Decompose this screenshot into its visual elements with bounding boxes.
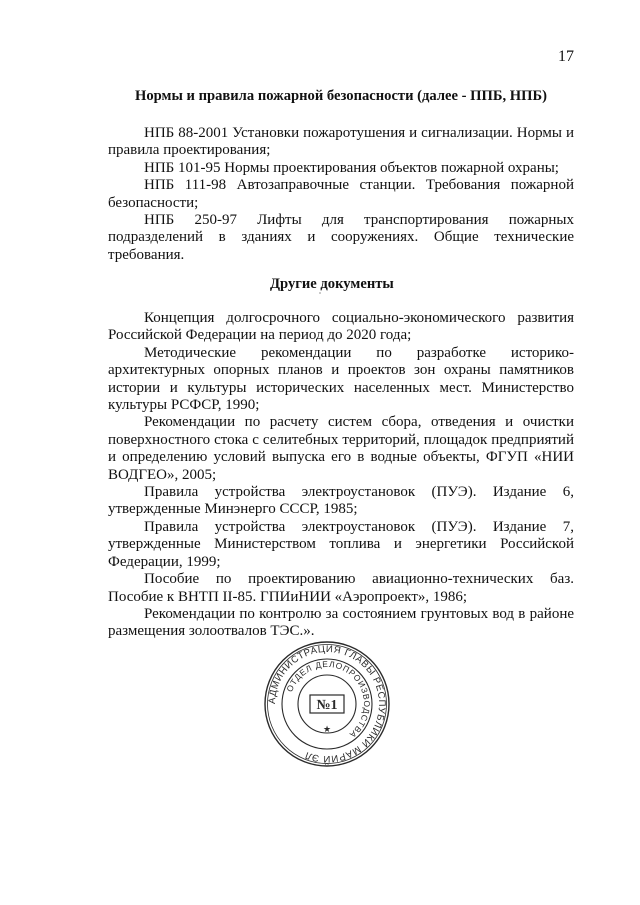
- list-item: Правила устройства электроустановок (ПУЭ). Издание 7, утвержденные Министерством топлива и энергетики Российской Федерации, 1999;: [108, 518, 574, 570]
- fire-safety-list: [108, 125, 574, 264]
- stamp-seal-icon: [263, 640, 391, 768]
- other-docs-list: [108, 310, 574, 641]
- list-item: Методические рекомендации по разработке историко-архитектурных опорных планов и проектов зон охраны памятников истории и культуры исторических населенных мест. Министерство культуры РСФСР, 1990;: [108, 344, 574, 414]
- stamp-inner-text: ОТДЕЛ ДЕЛОПРОИЗВОДСТВА: [284, 658, 373, 741]
- list-item: Концепция долгосрочного социально-экономического развития Российской Федерации на период до 2020 года;: [108, 310, 574, 344]
- list-item: Правила устройства электроустановок (ПУЭ). Издание 6, утвержденные Минэнерго СССР, 1985;: [108, 484, 574, 518]
- list-item: НПБ 88-2001 Установки пожаротушения и сигнализации. Нормы и правила проектирования;: [108, 125, 574, 159]
- section-title-other-docs: Другие документы: [270, 276, 394, 292]
- section-title-fire-safety: Нормы и правила пожарной безопасности (далее - ППБ, НПБ): [134, 88, 547, 104]
- list-item: НПБ 101-95 Нормы проектирования объектов пожарной охраны;: [144, 159, 559, 176]
- star-icon: ★: [322, 724, 332, 734]
- stamp-number: №1: [316, 698, 338, 713]
- list-item: НПБ 111-98 Автозаправочные станции. Требования пожарной безопасности;: [108, 177, 574, 211]
- list-item: НПБ 250-97 Лифты для транспортирования пожарных подразделений в зданиях и сооружениях. Общие технические требования.: [108, 212, 574, 263]
- list-item: Пособие по проектированию авиационно-технических баз. Пособие к ВНТП II-85. ГПИиНИИ «Аэропроект», 1986;: [108, 571, 574, 605]
- page-number: 17: [558, 48, 574, 65]
- official-stamp: [263, 640, 391, 768]
- stamp-outer-text: АДМИНИСТРАЦИЯ ГЛАВЫ РЕСПУБЛИКИ МАРИЙ ЭЛ: [266, 643, 388, 765]
- list-item: Рекомендации по расчету систем сбора, отведения и очистки поверхностного стока с селитебных территорий, площадок предприятий и определению условий выпуска его в водные объекты, ФГУП «НИИ ВОДГЕО», 2005;: [108, 414, 574, 483]
- list-item: Рекомендации по контролю за состоянием грунтовых вод в районе размещения золоотвалов ТЭС.».: [108, 605, 574, 640]
